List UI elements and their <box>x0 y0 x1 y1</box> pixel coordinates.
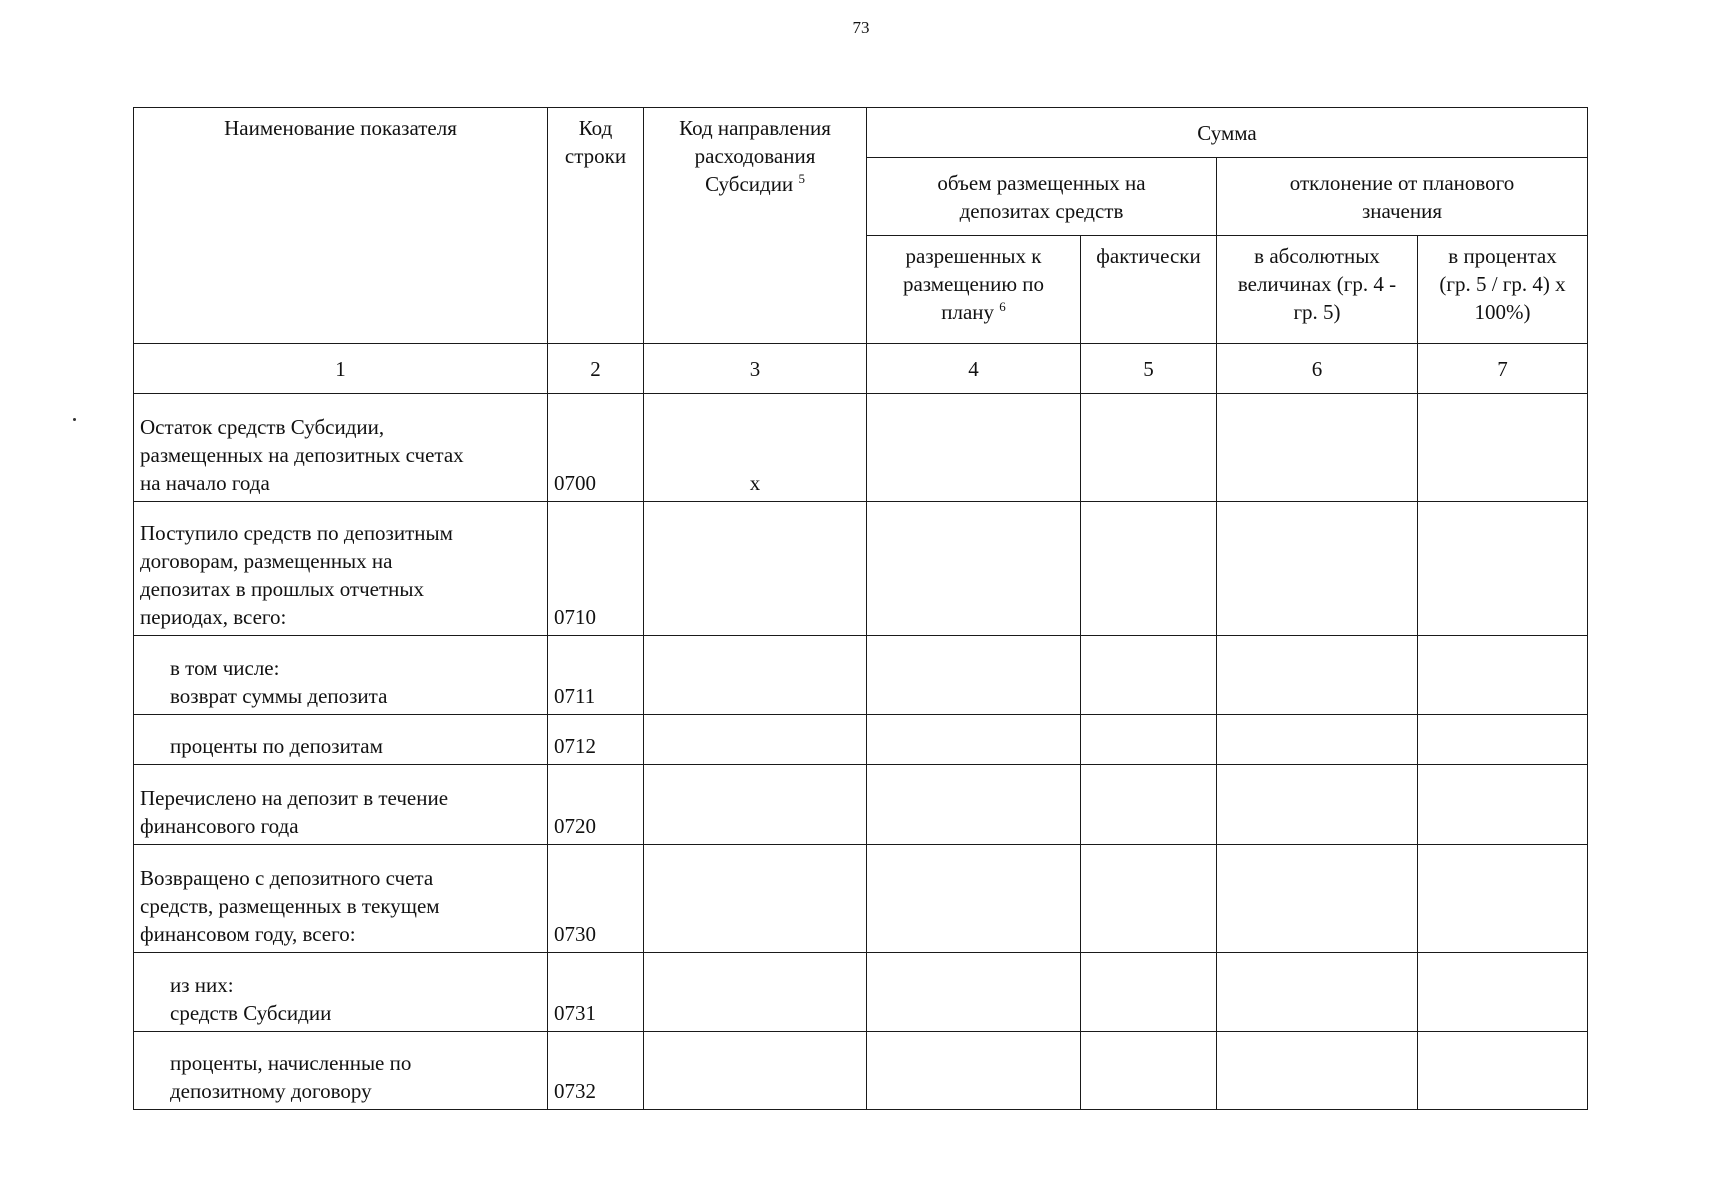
header-percent: в процентах (гр. 5 / гр. 4) х 100%) <box>1418 236 1588 344</box>
row-direction[interactable] <box>644 765 867 845</box>
table-row-0730 <box>134 845 1588 953</box>
page-number: 73 <box>852 18 870 37</box>
footnote-marker: 5 <box>798 171 805 186</box>
header-actual: фактически <box>1081 236 1217 344</box>
cell-absolute[interactable] <box>1217 394 1418 502</box>
column-number: 7 <box>1418 344 1588 394</box>
row-indicator: Поступило средств по депозитным договорам, размещенных на депозитах в прошлых отчетных периодах, всего: <box>134 502 548 636</box>
cell-planned[interactable] <box>867 636 1081 715</box>
cell-percent[interactable] <box>1418 765 1588 845</box>
header-indicator: Наименование показателя <box>134 108 548 344</box>
row-code: 0730 <box>548 845 644 953</box>
cell-absolute[interactable] <box>1217 765 1418 845</box>
row-code: 0731 <box>548 953 644 1032</box>
cell-actual[interactable] <box>1081 765 1217 845</box>
cell-planned[interactable] <box>867 502 1081 636</box>
header-code: Код строки <box>548 108 644 344</box>
cell-percent[interactable] <box>1418 502 1588 636</box>
cell-absolute[interactable] <box>1217 845 1418 953</box>
cell-actual[interactable] <box>1081 845 1217 953</box>
column-number: 5 <box>1081 344 1217 394</box>
table-row-0712 <box>134 715 1588 765</box>
header-sum: Сумма <box>867 108 1588 158</box>
cell-absolute[interactable] <box>1217 953 1418 1032</box>
cell-planned[interactable] <box>867 845 1081 953</box>
row-indicator: проценты по депозитам <box>134 715 548 765</box>
table-row-0731 <box>134 953 1588 1032</box>
cell-planned[interactable] <box>867 1032 1081 1110</box>
row-code: 0712 <box>548 715 644 765</box>
header-row-1 <box>134 108 1588 158</box>
cell-planned[interactable] <box>867 394 1081 502</box>
row-direction[interactable] <box>644 845 867 953</box>
cell-actual[interactable] <box>1081 715 1217 765</box>
row-direction: х <box>644 394 867 502</box>
row-indicator: проценты, начисленные по депозитному договору <box>134 1032 548 1110</box>
cell-actual[interactable] <box>1081 502 1217 636</box>
cell-absolute[interactable] <box>1217 636 1418 715</box>
cell-percent[interactable] <box>1418 1032 1588 1110</box>
cell-absolute[interactable] <box>1217 502 1418 636</box>
header-planned-text: разрешенных к размещению по плану <box>902 244 1045 324</box>
table-row-0720 <box>134 765 1588 845</box>
cell-percent[interactable] <box>1418 636 1588 715</box>
cell-absolute[interactable] <box>1217 715 1418 765</box>
cell-percent[interactable] <box>1418 845 1588 953</box>
row-indicator: Перечислено на депозит в течение финансового года <box>134 765 548 845</box>
cell-absolute[interactable] <box>1217 1032 1418 1110</box>
table-row-0700 <box>134 394 1588 502</box>
column-number: 2 <box>548 344 644 394</box>
header-planned <box>867 236 1081 344</box>
cell-percent[interactable] <box>1418 394 1588 502</box>
table-row-0710 <box>134 502 1588 636</box>
cell-actual[interactable] <box>1081 394 1217 502</box>
row-indicator: Возвращено с депозитного счета средств, размещенных в текущем финансовом году, всего: <box>134 845 548 953</box>
row-direction[interactable] <box>644 502 867 636</box>
table-row-0711 <box>134 636 1588 715</box>
row-code: 0710 <box>548 502 644 636</box>
column-number: 1 <box>134 344 548 394</box>
row-direction[interactable] <box>644 953 867 1032</box>
cell-planned[interactable] <box>867 765 1081 845</box>
column-number: 4 <box>867 344 1081 394</box>
header-deposited: объем размещенных на депозитах средств <box>867 158 1217 236</box>
row-code: 0711 <box>548 636 644 715</box>
row-indicator: в том числе: возврат суммы депозита <box>134 636 548 715</box>
cell-planned[interactable] <box>867 953 1081 1032</box>
scan-speck <box>73 418 76 421</box>
cell-percent[interactable] <box>1418 715 1588 765</box>
row-direction[interactable] <box>644 715 867 765</box>
row-direction[interactable] <box>644 636 867 715</box>
cell-planned[interactable] <box>867 715 1081 765</box>
row-code: 0732 <box>548 1032 644 1110</box>
header-deviation: отклонение от планового значения <box>1217 158 1588 236</box>
column-number: 6 <box>1217 344 1418 394</box>
cell-percent[interactable] <box>1418 953 1588 1032</box>
row-code: 0720 <box>548 765 644 845</box>
column-number-row <box>134 344 1588 394</box>
column-number: 3 <box>644 344 867 394</box>
cell-actual[interactable] <box>1081 1032 1217 1110</box>
row-code: 0700 <box>548 394 644 502</box>
footnote-marker: 6 <box>999 299 1006 314</box>
header-direction-text: Код направления расходования Субсидии <box>679 116 831 196</box>
table-row-0732 <box>134 1032 1588 1110</box>
cell-actual[interactable] <box>1081 636 1217 715</box>
row-indicator: из них: средств Субсидии <box>134 953 548 1032</box>
cell-actual[interactable] <box>1081 953 1217 1032</box>
header-absolute: в абсолютных величинах (гр. 4 - гр. 5) <box>1217 236 1418 344</box>
header-direction <box>644 108 867 344</box>
deposit-report-table <box>133 107 1588 1110</box>
row-direction[interactable] <box>644 1032 867 1110</box>
row-indicator: Остаток средств Субсидии, размещенных на депозитных счетах на начало года <box>134 394 548 502</box>
